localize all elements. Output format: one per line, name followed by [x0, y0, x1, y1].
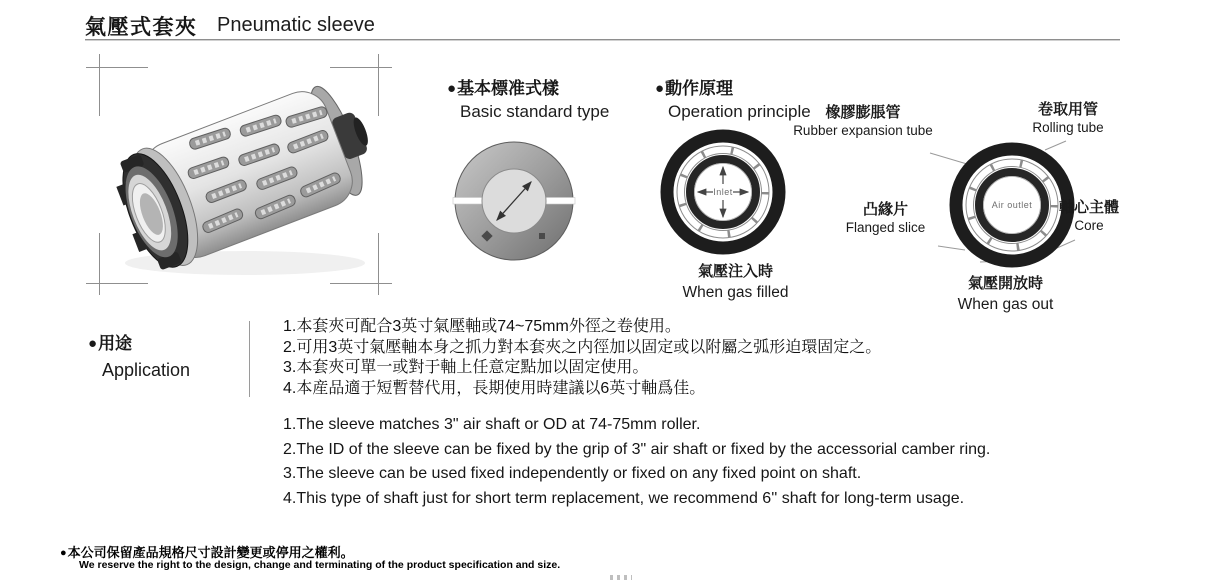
- pneumatic-sleeve-illustration: [95, 58, 385, 293]
- operation-heading-en: Operation principle: [668, 102, 811, 121]
- caption-when-gas-filled: [663, 260, 808, 302]
- operation-heading-zh: 動作原理: [665, 79, 734, 98]
- footer-disclaimer-en: We reserve the right to the design, change and terminating of the product specification and size.: [79, 559, 561, 571]
- inlet-label: Inlet: [713, 187, 733, 197]
- label-core: [1048, 199, 1130, 234]
- rolling-label-zh: 卷取用管: [1037, 101, 1098, 118]
- application-note-zh: 4.本産品適于短暫替代用，長期使用時建議以6英寸軸爲佳。: [283, 379, 706, 397]
- basic-heading-en: Basic standard type: [460, 102, 610, 121]
- core-label-zh: 軸心主體: [1058, 199, 1119, 216]
- title-divider: [85, 39, 1120, 41]
- rubber-label-zh: 橡膠膨脹管: [825, 104, 901, 121]
- label-rubber-expansion-tube: [788, 104, 938, 139]
- gas-out-caption-zh: 氣壓開放時: [967, 275, 1043, 292]
- section-basic-standard-type: [447, 74, 609, 122]
- application-note-en: 1.The sleeve matches 3" air shaft or OD at 74-75mm roller.: [283, 416, 701, 433]
- page-title-zh: 氣壓式套夾: [85, 16, 198, 39]
- gas-filled-caption-zh: 氣壓注入時: [697, 263, 773, 280]
- label-rolling-tube: [1008, 101, 1128, 136]
- section-application: [88, 329, 190, 381]
- caption-when-gas-out: [928, 272, 1083, 314]
- page-title-en: Pneumatic sleeve: [217, 14, 375, 36]
- bullet-icon: ●: [88, 335, 98, 352]
- application-notes-en: [283, 413, 990, 511]
- application-note-zh: 1.本套夾可配合3英寸氣壓軸或74~75mm外徑之卷使用。: [283, 318, 681, 335]
- application-note-en: 4.This type of shaft just for short term replacement, we recommend 6'' shaft for long-term usage.: [283, 489, 965, 507]
- application-divider: [249, 321, 250, 397]
- application-note-zh: 3.本套夾可單一或對于軸上任意定點加以固定使用。: [283, 359, 649, 376]
- application-note-en: 2.The ID of the sleeve can be fixed by the grip of 3" air shaft or fixed by the accessorial camber ring.: [283, 440, 991, 458]
- flanged-label-en: Flanged slice: [845, 220, 926, 236]
- footer-zh-text: 本公司保留產品規格尺寸設計變更或停用之權利。: [67, 545, 354, 560]
- air-outlet-label: Air outlet: [991, 200, 1033, 210]
- application-note-en: 3.The sleeve can be used fixed independently or fixed on any fixed point on shaft.: [283, 465, 862, 483]
- core-label-en: Core: [1074, 218, 1104, 234]
- application-heading-zh: 用途: [98, 334, 133, 353]
- application-note-zh: 2.可用3英寸氣壓軸本身之抓力對本套夾之内徑加以固定或以附屬之弧形迫環固定之。: [283, 338, 882, 356]
- rubber-label-en: Rubber expansion tube: [793, 123, 933, 139]
- bullet-icon: ●: [60, 547, 67, 559]
- gas-filled-caption-en: When gas filled: [682, 284, 789, 301]
- product-photo: [95, 58, 385, 293]
- application-heading-en: Application: [102, 360, 191, 380]
- label-flanged-slice: [833, 201, 938, 236]
- gas-filled-diagram: [659, 128, 787, 256]
- rolling-label-en: Rolling tube: [1032, 120, 1104, 136]
- bullet-icon: ●: [447, 80, 457, 97]
- flanged-label-zh: 凸緣片: [862, 201, 908, 218]
- page-number-cropped: [610, 575, 632, 580]
- gas-out-caption-en: When gas out: [957, 296, 1054, 313]
- basic-heading-zh: 基本標准式樣: [457, 79, 560, 98]
- bullet-icon: ●: [655, 80, 665, 97]
- application-notes-zh: [283, 317, 881, 399]
- square-mark: [539, 233, 545, 239]
- basic-standard-diagram: [452, 139, 576, 263]
